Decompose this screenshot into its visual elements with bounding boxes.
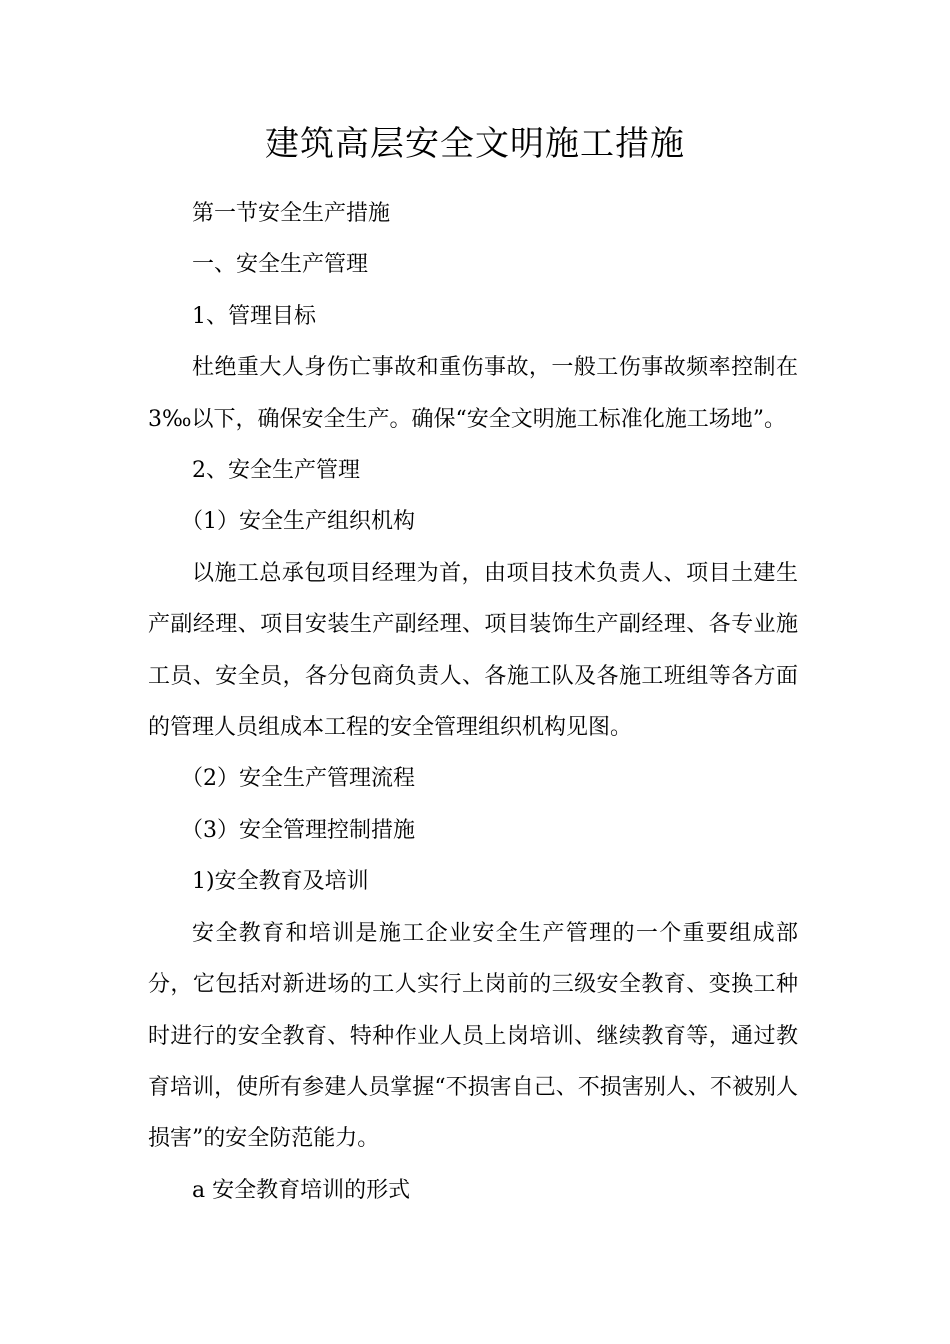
item-heading: 2、安全生产管理: [192, 458, 360, 484]
body-paragraph: 杜绝重大人身伤亡事故和重伤事故，一般工伤事故频率控制在3‰以下，确保安全生产。确保“安全文明施工标准化施工场地”。: [148, 355, 798, 432]
subitem-heading: 1)安全教育及培训: [192, 869, 369, 895]
subitem-heading: （3）安全管理控制措施: [181, 817, 415, 843]
document-body: [148, 188, 798, 1216]
subitem-heading: （1）安全生产组织机构: [181, 509, 415, 535]
subsection-heading: 一、安全生产管理: [192, 252, 369, 278]
item-heading: 1、管理目标: [192, 303, 316, 329]
document-title: 建筑高层安全文明施工措施: [265, 124, 685, 164]
subitem-heading: a 安全教育培训的形式: [192, 1177, 411, 1203]
section-heading: 第一节安全生产措施: [192, 201, 391, 226]
subitem-heading: （2）安全生产管理流程: [181, 766, 415, 792]
body-paragraph: 安全教育和培训是施工企业安全生产管理的一个重要组成部分，它包括对新进场的工人实行上岗前的三级安全教育、变换工种时进行的安全教育、特种作业人员上岗培训、继续教育等，通过教育培训，使所有参建人员掌握“不损害自己、不损害别人、不被别人损害”的安全防范能力。: [148, 920, 798, 1152]
body-paragraph: 以施工总承包项目经理为首，由项目技术负责人、项目土建生产副经理、项目安装生产副经理、项目装饰生产副经理、各专业施工员、安全员，各分包商负责人、各施工队及各施工班组等各方面的管理人员组成本工程的安全管理组织机构见图。: [148, 560, 798, 741]
